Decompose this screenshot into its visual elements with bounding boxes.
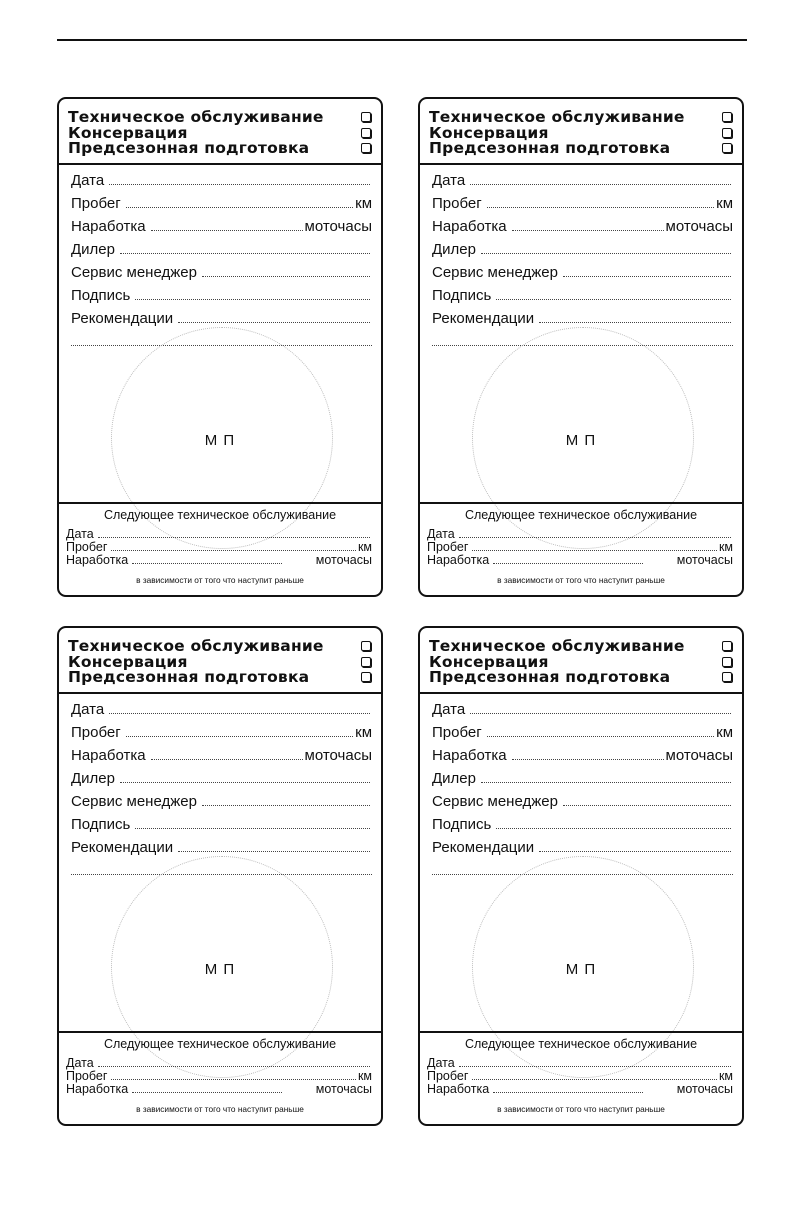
next-hours-field[interactable]: Наработка моточасы bbox=[427, 553, 733, 567]
option-conservation[interactable]: Консервация bbox=[68, 654, 372, 670]
next-hours-field[interactable]: Наработка моточасы bbox=[66, 553, 372, 567]
option-preseason[interactable]: Предсезонная подготовка bbox=[68, 140, 372, 156]
next-date-field[interactable]: Дата bbox=[427, 1057, 733, 1070]
checkbox-icon[interactable] bbox=[361, 672, 371, 682]
next-mileage-field[interactable]: Пробег км bbox=[427, 1069, 733, 1083]
stamp-label: М П bbox=[565, 961, 597, 978]
option-maintenance[interactable]: Техническое обслуживание bbox=[429, 638, 733, 654]
section-divider bbox=[420, 502, 742, 504]
checkbox-icon[interactable] bbox=[722, 672, 732, 682]
checkbox-icon[interactable] bbox=[361, 128, 371, 138]
service-card-1 bbox=[57, 97, 383, 597]
service-card-2 bbox=[418, 97, 744, 597]
next-service-title: Следующее техническое обслуживание bbox=[464, 508, 698, 522]
option-conservation[interactable]: Консервация bbox=[68, 125, 372, 141]
signature-field[interactable]: Подпись bbox=[432, 287, 733, 307]
mileage-field[interactable]: Пробег км bbox=[432, 195, 733, 212]
checkbox-icon[interactable] bbox=[361, 641, 371, 651]
recommendations-field[interactable]: Рекомендации bbox=[71, 839, 372, 859]
next-mileage-field[interactable]: Пробег км bbox=[66, 1069, 372, 1083]
service-type-header bbox=[59, 99, 381, 165]
date-field[interactable]: Дата bbox=[432, 172, 733, 192]
next-service-title: Следующее техническое обслуживание bbox=[103, 508, 337, 522]
recommendations-field[interactable]: Рекомендации bbox=[432, 310, 733, 330]
checkbox-icon[interactable] bbox=[361, 112, 371, 122]
mileage-field[interactable]: Пробег км bbox=[432, 724, 733, 741]
dealer-field[interactable]: Дилер bbox=[432, 770, 733, 790]
option-preseason[interactable]: Предсезонная подготовка bbox=[429, 140, 733, 156]
service-card-3 bbox=[57, 626, 383, 1126]
next-service-note: в зависимости от того что наступит раньше bbox=[497, 1104, 665, 1114]
signature-field[interactable]: Подпись bbox=[71, 816, 372, 836]
hours-field[interactable]: Наработка моточасы bbox=[432, 747, 733, 764]
stamp-label: М П bbox=[204, 961, 236, 978]
stamp-label: М П bbox=[565, 432, 597, 449]
service-manager-field[interactable]: Сервис менеджер bbox=[432, 264, 733, 284]
section-divider bbox=[59, 1031, 381, 1033]
checkbox-icon[interactable] bbox=[361, 143, 371, 153]
service-type-header bbox=[420, 628, 742, 694]
dealer-field[interactable]: Дилер bbox=[71, 241, 372, 261]
top-rule bbox=[57, 39, 747, 41]
next-mileage-field[interactable]: Пробег км bbox=[427, 540, 733, 554]
next-service-note: в зависимости от того что наступит раньше bbox=[497, 575, 665, 585]
section-divider bbox=[420, 1031, 742, 1033]
hours-field[interactable]: Наработка моточасы bbox=[71, 747, 372, 764]
section-divider bbox=[59, 502, 381, 504]
hours-field[interactable]: Наработка моточасы bbox=[71, 218, 372, 235]
mileage-field[interactable]: Пробег км bbox=[71, 195, 372, 212]
next-date-field[interactable]: Дата bbox=[66, 1057, 372, 1070]
next-date-field[interactable]: Дата bbox=[66, 528, 372, 541]
mileage-field[interactable]: Пробег км bbox=[71, 724, 372, 741]
checkbox-icon[interactable] bbox=[722, 641, 732, 651]
checkbox-icon[interactable] bbox=[722, 657, 732, 667]
next-service-title: Следующее техническое обслуживание bbox=[103, 1037, 337, 1051]
next-service-note: в зависимости от того что наступит раньше bbox=[136, 1104, 304, 1114]
checkbox-icon[interactable] bbox=[722, 112, 732, 122]
service-card-4 bbox=[418, 626, 744, 1126]
date-field[interactable]: Дата bbox=[71, 172, 372, 192]
checkbox-icon[interactable] bbox=[722, 143, 732, 153]
stamp-label: М П bbox=[204, 432, 236, 449]
option-conservation[interactable]: Консервация bbox=[429, 654, 733, 670]
checkbox-icon[interactable] bbox=[722, 128, 732, 138]
next-service-title: Следующее техническое обслуживание bbox=[464, 1037, 698, 1051]
service-type-header bbox=[420, 99, 742, 165]
dealer-field[interactable]: Дилер bbox=[432, 241, 733, 261]
signature-field[interactable]: Подпись bbox=[71, 287, 372, 307]
recommendations-field[interactable]: Рекомендации bbox=[71, 310, 372, 330]
option-preseason[interactable]: Предсезонная подготовка bbox=[68, 669, 372, 685]
next-date-field[interactable]: Дата bbox=[427, 528, 733, 541]
signature-field[interactable]: Подпись bbox=[432, 816, 733, 836]
service-manager-field[interactable]: Сервис менеджер bbox=[71, 264, 372, 284]
next-hours-field[interactable]: Наработка моточасы bbox=[427, 1082, 733, 1096]
recommendations-field[interactable]: Рекомендации bbox=[432, 839, 733, 859]
date-field[interactable]: Дата bbox=[71, 701, 372, 721]
checkbox-icon[interactable] bbox=[361, 657, 371, 667]
option-maintenance[interactable]: Техническое обслуживание bbox=[429, 109, 733, 125]
service-manager-field[interactable]: Сервис менеджер bbox=[432, 793, 733, 813]
next-mileage-field[interactable]: Пробег км bbox=[66, 540, 372, 554]
option-preseason[interactable]: Предсезонная подготовка bbox=[429, 669, 733, 685]
date-field[interactable]: Дата bbox=[432, 701, 733, 721]
next-hours-field[interactable]: Наработка моточасы bbox=[66, 1082, 372, 1096]
option-maintenance[interactable]: Техническое обслуживание bbox=[68, 109, 372, 125]
service-manager-field[interactable]: Сервис менеджер bbox=[71, 793, 372, 813]
dealer-field[interactable]: Дилер bbox=[71, 770, 372, 790]
hours-field[interactable]: Наработка моточасы bbox=[432, 218, 733, 235]
option-conservation[interactable]: Консервация bbox=[429, 125, 733, 141]
option-maintenance[interactable]: Техническое обслуживание bbox=[68, 638, 372, 654]
next-service-note: в зависимости от того что наступит раньше bbox=[136, 575, 304, 585]
service-type-header bbox=[59, 628, 381, 694]
